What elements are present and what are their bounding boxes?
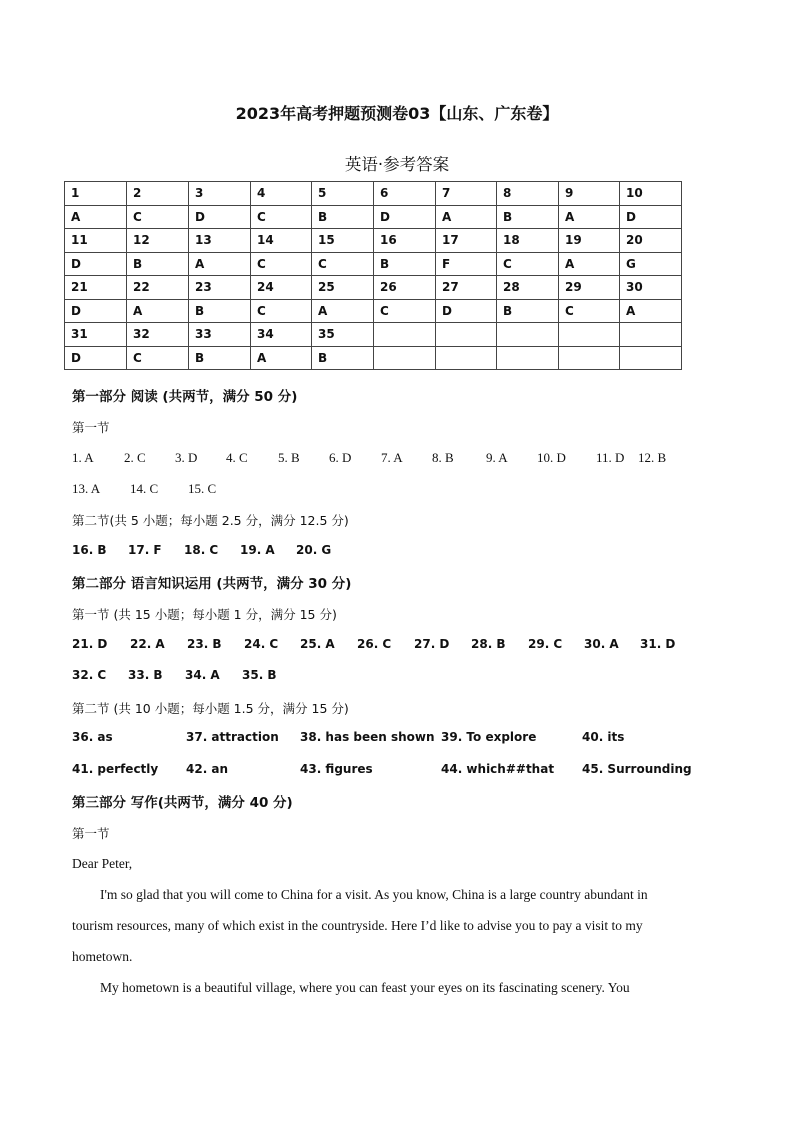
answer-item: 28. B	[471, 637, 506, 651]
answer-item: 22. A	[130, 637, 165, 651]
part3-sec1-label: 第一节	[72, 826, 110, 841]
page-title: 2023年高考押题预测卷03【山东、广东卷】	[235, 104, 559, 123]
answer-item: 41. perfectly	[72, 762, 159, 776]
answer-item: 43. figures	[300, 762, 373, 776]
answer-item: 16. B	[72, 543, 107, 557]
question-number-cell: 33	[189, 323, 251, 347]
question-number-cell: 6	[374, 182, 436, 206]
answer-item: 3. D	[175, 450, 198, 465]
answer-cell: A	[436, 205, 497, 229]
question-number-cell: 30	[620, 276, 682, 300]
answer-item: 8. B	[432, 450, 454, 465]
answer-item: 36. as	[72, 730, 113, 744]
answer-item: 10. D	[537, 450, 566, 465]
question-number-cell: 26	[374, 276, 436, 300]
answer-cell: B	[312, 205, 374, 229]
answer-cell: C	[251, 205, 312, 229]
answer-cell: B	[312, 346, 374, 370]
answer-item: 21. D	[72, 637, 108, 651]
answer-item: 45. Surrounding	[582, 762, 692, 776]
page-subtitle: 英语·参考答案	[344, 155, 450, 174]
answer-item: 6. D	[329, 450, 352, 465]
question-number-cell	[374, 323, 436, 347]
answer-cell: D	[374, 205, 436, 229]
question-number-cell: 24	[251, 276, 312, 300]
answer-cell: C	[127, 346, 189, 370]
letter-line: tourism resources, many of which exist in the countryside. Here I’d like to advise you to pay a visit to my	[72, 918, 643, 933]
question-number-cell: 32	[127, 323, 189, 347]
part2-heading: 第二部分 语言知识运用 (共两节，满分 30 分)	[72, 576, 352, 592]
answer-cell	[374, 346, 436, 370]
answer-cell	[497, 346, 559, 370]
question-number-cell: 13	[189, 229, 251, 253]
question-number-cell	[559, 323, 620, 347]
answer-item: 33. B	[128, 668, 163, 682]
question-number-cell: 20	[620, 229, 682, 253]
answer-cell: B	[497, 299, 559, 323]
answer-item: 13. A	[72, 481, 101, 496]
question-number-cell: 23	[189, 276, 251, 300]
question-number-cell: 21	[65, 276, 127, 300]
answer-cell: C	[559, 299, 620, 323]
part2-sec2-label: 第二节 (共 10 小题；每小题 1.5 分，满分 15 分)	[72, 701, 349, 716]
answer-cell: C	[251, 252, 312, 276]
question-number-cell	[436, 323, 497, 347]
question-number-cell: 9	[559, 182, 620, 206]
answer-item: 2. C	[124, 450, 146, 465]
answer-item: 30. A	[584, 637, 619, 651]
question-number-cell: 2	[127, 182, 189, 206]
answer-cell: C	[127, 205, 189, 229]
answer-item: 42. an	[186, 762, 229, 776]
answer-item: 26. C	[357, 637, 392, 651]
question-number-row	[65, 276, 682, 300]
answer-item: 7. A	[381, 450, 403, 465]
answer-cell: B	[189, 346, 251, 370]
question-number-cell: 27	[436, 276, 497, 300]
answer-cell: A	[127, 299, 189, 323]
answer-item: 4. C	[226, 450, 248, 465]
question-number-cell: 8	[497, 182, 559, 206]
answer-cell: A	[251, 346, 312, 370]
question-number-cell: 4	[251, 182, 312, 206]
answer-item: 14. C	[130, 481, 159, 496]
answer-item: 40. its	[582, 730, 625, 744]
answer-cell: F	[436, 252, 497, 276]
answer-cell: D	[189, 205, 251, 229]
answer-item: 20. G	[296, 543, 332, 557]
part1-heading: 第一部分 阅读 (共两节，满分 50 分)	[72, 389, 298, 405]
question-number-cell: 10	[620, 182, 682, 206]
part3-heading: 第三部分 写作(共两节，满分 40 分)	[72, 795, 293, 811]
answer-cell: B	[189, 299, 251, 323]
answer-item: 35. B	[242, 668, 277, 682]
question-number-cell	[620, 323, 682, 347]
question-number-cell: 19	[559, 229, 620, 253]
answer-cell: D	[65, 252, 127, 276]
answer-cell: A	[620, 299, 682, 323]
answer-cell: B	[127, 252, 189, 276]
letter-line: My hometown is a beautiful village, where you can feast your eyes on its fascinating scenery. You	[100, 980, 630, 995]
answer-cell: D	[620, 205, 682, 229]
question-number-cell: 11	[65, 229, 127, 253]
answer-cell: A	[312, 299, 374, 323]
answer-cell: A	[559, 252, 620, 276]
part2-sec1-label: 第一节 (共 15 小题；每小题 1 分，满分 15 分)	[72, 607, 337, 622]
question-number-cell: 22	[127, 276, 189, 300]
question-number-cell: 7	[436, 182, 497, 206]
question-number-cell: 5	[312, 182, 374, 206]
answer-cell	[559, 346, 620, 370]
question-number-cell: 16	[374, 229, 436, 253]
answer-cell: C	[251, 299, 312, 323]
answer-item: 32. C	[72, 668, 107, 682]
answer-cell: D	[65, 346, 127, 370]
question-number-cell: 15	[312, 229, 374, 253]
answer-item: 15. C	[188, 481, 217, 496]
question-number-cell: 12	[127, 229, 189, 253]
answer-item: 31. D	[640, 637, 676, 651]
answer-item: 23. B	[187, 637, 222, 651]
question-number-cell: 35	[312, 323, 374, 347]
question-number-cell: 17	[436, 229, 497, 253]
answer-cell: B	[374, 252, 436, 276]
answer-cell: C	[374, 299, 436, 323]
part1-sec1-label: 第一节	[72, 420, 110, 435]
answer-cell: A	[559, 205, 620, 229]
answer-cell: D	[436, 299, 497, 323]
answer-item: 11. D	[596, 450, 625, 465]
answer-item: 9. A	[486, 450, 508, 465]
question-number-cell: 29	[559, 276, 620, 300]
part1-sec2-label: 第二节(共 5 小题；每小题 2.5 分，满分 12.5 分)	[72, 513, 349, 528]
answer-row	[65, 346, 682, 370]
answer-cell	[436, 346, 497, 370]
question-number-cell: 28	[497, 276, 559, 300]
answer-item: 18. C	[184, 543, 219, 557]
question-number-cell: 1	[65, 182, 127, 206]
question-number-cell: 25	[312, 276, 374, 300]
answer-item: 44. which##that	[441, 762, 555, 776]
question-number-cell	[497, 323, 559, 347]
answer-cell: A	[65, 205, 127, 229]
answer-row	[65, 205, 682, 229]
answer-item: 5. B	[278, 450, 300, 465]
answer-item: 38. has been shown	[300, 730, 435, 744]
answer-item: 1. A	[72, 450, 94, 465]
answer-row	[65, 252, 682, 276]
answer-cell: C	[312, 252, 374, 276]
letter-greeting: Dear Peter,	[72, 856, 133, 871]
question-number-cell: 18	[497, 229, 559, 253]
answer-item: 29. C	[528, 637, 563, 651]
question-number-cell: 31	[65, 323, 127, 347]
answer-cell: D	[65, 299, 127, 323]
answer-item: 12. B	[638, 450, 667, 465]
answer-row	[65, 299, 682, 323]
answer-cell: B	[497, 205, 559, 229]
answer-item: 27. D	[414, 637, 450, 651]
answer-item: 24. C	[244, 637, 279, 651]
letter-line: I'm so glad that you will come to China for a visit. As you know, China is a large country abundant in	[100, 887, 648, 902]
answer-table	[64, 181, 682, 370]
answer-item: 39. To explore	[441, 730, 537, 744]
question-number-row	[65, 182, 682, 206]
question-number-cell: 14	[251, 229, 312, 253]
question-number-cell: 3	[189, 182, 251, 206]
answer-cell: C	[497, 252, 559, 276]
question-number-row	[65, 323, 682, 347]
answer-item: 17. F	[128, 543, 162, 557]
answer-item: 19. A	[240, 543, 275, 557]
letter-line: hometown.	[72, 949, 133, 964]
answer-item: 37. attraction	[186, 730, 279, 744]
answer-cell: A	[189, 252, 251, 276]
question-number-row	[65, 229, 682, 253]
answer-item: 25. A	[300, 637, 335, 651]
answer-item: 34. A	[185, 668, 220, 682]
answer-cell	[620, 346, 682, 370]
question-number-cell: 34	[251, 323, 312, 347]
answer-cell: G	[620, 252, 682, 276]
